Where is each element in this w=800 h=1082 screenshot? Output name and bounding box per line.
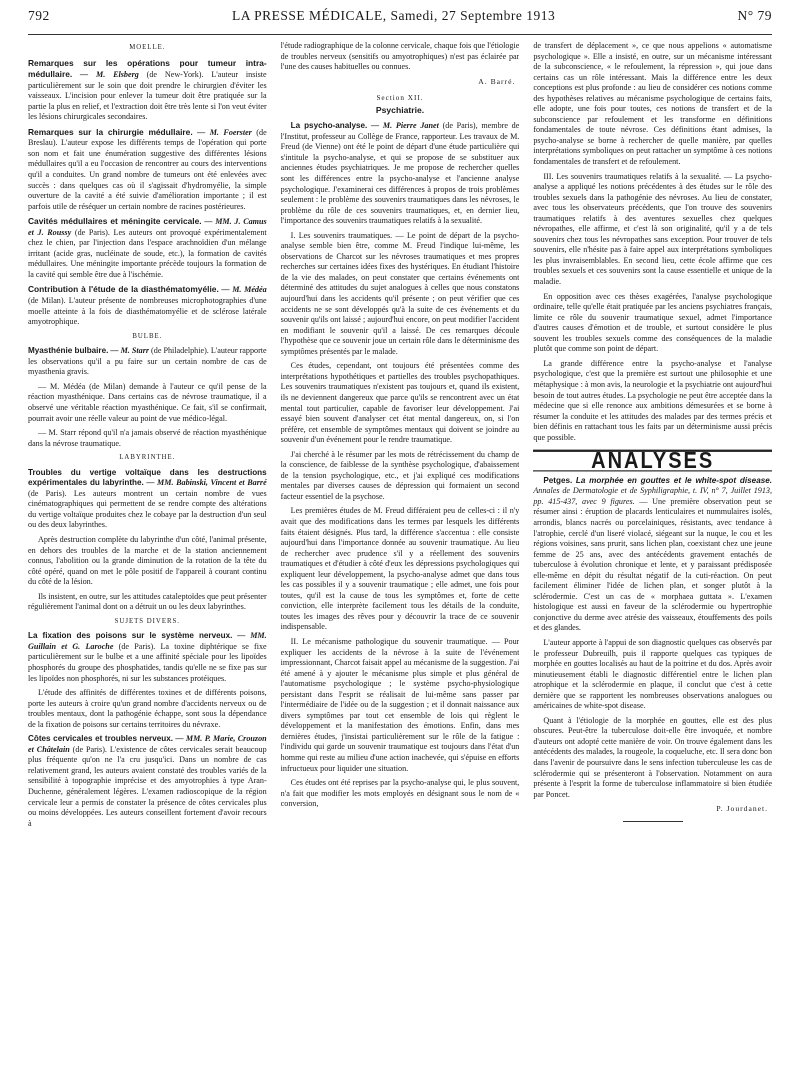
entry-petges [533,476,772,634]
entry-starr [28,346,267,378]
entry-text: (de Paris), membre de l'Institut, professeur au Collège de France, rapporteur. Les travaux de M. Freud (de Vienne) ont été le point de départ d'une étude particulière qui s'intitule la psycho-analyse, et qui se propose de se substituer aux anciennes études psychiatriques. Je me propose de rechercher quelles sont les différences entre la psycho-analyse et l'ancienne analyse psychologique. J'examinerai ces différences à propos de trois problèmes seulement : le problème des souvenirs traumatiques dans les névroses, le problème du rôle de ces souvenirs traumatiques, et, en dernier lieu, l'importance des souvenirs traumatiques relatifs à la sexualité. [280,121,520,226]
entry-text: (de Milan). L'auteur présente de nombreuses microphotographies d'une moelle atteinte à la fois de diasthématomyélie et de sclérose latérale amyotrophique. [28,296,267,327]
paragraph: Ces études, cependant, ont toujours été présentées comme des interprétations hypothétiques et partielles des troubles psychopathiques. Les souvenirs traumatiques n'existent pas toujours et, quand ils existent, ils ne deviennent dangereux que parce qu'ils se rencontrent avec un état mental tout particulier, capable de favoriser leur développement. J'ai essayé bien souvent d'analyser cet état mental dangereux, on, si l'on préfère, cet ensemble de symptômes mentaux qui doivent se joindre au souvenir d'un événement pour le rendre traumatique. [280,361,520,445]
entry-authors: — MM. Babinski, Vincent et Barré [146,478,267,488]
entry-text: — Une première observation peut se résumer ainsi : éruption de placards lenticulaires et nummulaires isolés, arrondis, blancs nacrés ou porcelainiques, résistants, avec tendance à l'atrophie, cerclé d'un liseré violacé, siégeant sur la nuque, le cou et les régions voisines, sans prurit, sans lichen plan, coexistant chez une jeune femme de 25 ans, avec des antécédents gravement entachés de tuberculose à évolution chronique et lente, et y paraissant prédisposée elle-même en dépit du résultat négatif de la cuti-réaction. On peut facilement éliminer l'idée de lichen plan, et songer plutôt à la sclérodermie. C'est un cas de « morphaea guttata ». L'examen histologique est aussi en faveur de la sclérodermie ou hypertrophie conjonctive du derme avec atrésie des vaisseaux, étouffements des poils et des glandes. [533,496,773,633]
paragraph: l'étude radiographique de la colonne cervicale, chaque fois que l'étiologie de troubles nerveux (sensitifs ou amyotrophiques) n'est pas éclairée par l'une des causes habituelles ou connues. [280,41,520,72]
entry-authors: — MM. J. Camus et J. Roussy [28,217,267,237]
entry-authors: — M. Starr [110,346,150,356]
paragraph: II. Le mécanisme pathologique du souvenir traumatique. — Pour expliquer les accidents de la névrose à la suite de l'événement impressionnant, Charcot faisait appel au mécanisme de la suggestion. J'ai été amené à y ajouter le mécanisme plus simple et plus général de l'automatisme psychologique ; le système psycho-physiologique persistant dans l'esprit se réalisait de lui-même sans passer par l'intermédiaire de l'idée ou de la suggestion ; et il donnait naissance aux divers symptômes par tout cet ensemble de lois qui règlent le développement et la manifestation des émotions. Enfin, dans mes dernières études, j'insistai particulièrement sur le rôle de la fatigue : l'individu qui garde un souvenir traumatique est toujours dans l'état d'un homme qui reste au milieu d'une action inachevée, qui s'épuise en efforts infructueux pour liquider une situation. [280,636,520,773]
paragraph: La grande différence entre la psycho-analyse et l'analyse psychologique, c'est que la première est surtout une philosophie et une métaphysique : à mon avis, la neurologie et la psychiatrie ont aujourd'hui besoin de tout autres études. La psychologie ne peut être acceptée dans la médecine que si elle renonce aux ambitions démesurées et se borne à résumer la conduite et les attitudes des malades par des termes précis et bien définis en rattachant tous les faits par un déterminisme aussi précis que possible. [533,358,773,442]
entry-title: Myasthénie bulbaire. [28,346,109,356]
end-rule [623,821,683,822]
entry-authors: — M. Foerster [197,127,252,137]
paragraph: Ils insistent, en outre, sur les attitudes cataleptoïdes que peut présenter régulièrement l'animal dont on a détruit un ou les deux labyrinthes. [28,591,267,612]
rubric-bulbe: BULBE. [132,332,163,340]
entry-author: Petges. [543,475,573,485]
rubric-moelle: MOELLE. [129,44,166,51]
analyses-heading: ANALYSES [533,450,772,471]
entry-title: La morphée en gouttes et le white-spot disease. [575,475,773,485]
entry-text: (de Paris). Les auteurs montrent un certain nombre de vues cinématographiques qui permettent de se rendre compte des altérations du vertige voltaïque produites chez le cobaye par la destruction d'un seul ou des deux labyrinthes. [28,488,267,530]
entry-camus-roussy [28,216,267,280]
paragraph: de transfert de déplacement », ce que nous appelions « automatisme psychologique ». Elle a insisté, en outre, sur un mécanisme intéressant de la subconscience, « le refoulement, la répression », qui joue dans certains cas un rôle intéressant. Mais la différence entre les deux conceptions est plus profonde : au lieu de considérer ces notions comme des hypothèses relatives au mécanisme psychologique de certains faits, elle adopte, une fois pour toutes, ces notions de transfert et de la subconscience par refoulement et les transforme en définitions fondamentales de toute névrose. Ces définitions étant admises, la psycho-analyse se borne à rechercher de quelle manière, par quelles interprétations symboliques on peut rattacher un symptôme à ces notions fondamentales de transfert et de refoulement. [533,41,773,167]
entry-authors: — M. Elsberg [80,70,139,80]
entry-authors: — MM. P. Marie, Crouzon et Châtelain [28,734,267,754]
entry-authors: — M. Pierre Janet [371,121,439,131]
paragraph: III. Les souvenirs traumatiques relatifs à la sexualité. — La psycho-analyse a appliqué les notions précédentes à des études sur le rôle des troubles sexuels dans la pathogénie des névroses. Au lieu de constater, avec tous les observateurs précédents, que l'on trouve des souvenirs traumatiques relatifs à des aventures sexuelles chez quelques névropathes, elle affirme, et c'est là son originalité, qu'il y a de tels souvenirs chez tous les névropathes sans exception. Pour trouver de tels souvenirs, elle n'hésite pas à faire appel aux interprétations symboliques les plus invraisemblables. En second lieu, cette école affirme que ces troubles sexuels et ces souvenirs sont la cause essentielle et unique de la maladie. [533,171,773,287]
column-right [533,41,772,1081]
entry-title: Remarques sur la chirurgie médullaire. [28,126,193,137]
paragraph: Après destruction complète du labyrinthe d'un côté, l'animal présente, en dehors des troubles de la marche et de la station anciennement connus, l'abolition ou la grande diminution de la rotation de la tête du côté opéré, quand on met le pôle positif de l'appareil à courant continu du côté de la lésion. [28,534,267,587]
signature: P. Jourdanet. [716,804,769,814]
page-header [28,0,772,35]
entry-text: (de Paris). L'existence de côtes cervicales serait beaucoup plus fréquente qu'on ne l'a cru jusqu'ici. Dans un nombre de cas relativement grand, les auteurs avaient constaté des troubles variés de la sensibilité à topographie imprécise et des amyotrophies à type Aran-Duchenne, généralement légères. L'examen radioscopique de la région cervicale leur a permis de constater la présence de côtes cervicales plus ou moins développées. Les auteurs conseillent fortement d'avoir recours à [28,744,267,828]
entry-reference: Annales de Dermatologie et de Syphiligraphie, t. IV, n° 7, Juillet 1913, pp. 415-437, avec 9 figures. [533,486,773,506]
journal-title-date: LA PRESSE MÉDICALE, Samedi, 27 Septembre 1913 [231,8,556,23]
entry-medea [28,284,267,327]
entry-babinski [28,468,267,531]
entry-title: La psycho-analyse. [290,121,368,131]
entry-elsberg [28,58,267,123]
paragraph: L'étude des affinités de différentes toxines et de différents poisons, porte les auteurs à croire qu'un grand nombre d'accidents nerveux ou de troubles mentaux, dont la pathogénie échappe, sont sous la dépendance de la fixation de poisons sur certains territoires du névraxe. [28,688,267,729]
paragraph: I. Les souvenirs traumatiques. — Le point de départ de la psycho-analyse semble bien être, comme M. Freud l'indique lui-même, les observations de Charcot sur les névroses traumatiques et mes propres recherches sur certaines idées fixes des hystériques. En étudiant l'histoire de la vie des malades, on peut constater que certains événements ont déterminé des attitudes du sujet analogues à celles que nous constatons aujourd'hui dans les accidents qu'il présente ; on peut vérifier que ces accidents ne se sont développés qu'à la suite de ces événements et du souvenir qu'ils ont laissé ; aujourd'hui encore, on peut modifier l'accident en modifiant le souvenir qu'il a laissé. De ces remarques découle l'hypothèse que ce souvenir joue un certain rôle dans le déterminisme des symptômes présentés par le malade. [280,230,520,356]
paragraph: Quant à l'étiologie de la morphée en gouttes, elle est des plus obscures. Peut-être la tuberculose doit-elle être invoquée, et nombre d'auteurs ont adopté cette manière de voir. On trouve également dans les antécédents des malades, la rougeole, la coqueluche, etc. Il sera donc bon dans l'avenir de poursuivre dans le sens infection tuberculeuse les cas de sclérodermie qui se présenteront à l'observation. Notamment on aura présente à l'esprit la forme de tuberculose inflammatoire si bien étudiée par Poncet. [533,715,773,799]
entry-title: Troubles du vertige voltaïque dans les destructions expérimentales du labyrinthe. [28,467,267,488]
entry-authors: — MM. Guillain et G. Laroche [28,631,267,651]
entry-title: Remarques sur les opérations pour tumeur intra-médullaire. [28,57,267,80]
entry-authors: — M. Médéa [221,285,267,295]
paragraph: Les premières études de M. Freud différaient peu de celles-ci : il n'y avait que des modifications dans les termes par lesquels les différents faits étaient désignés. Plus tard, la différence s'accentua : elle consiste aujourd'hui dans l'importance donnée au souvenir traumatique. Au lieu de rechercher avec prudence s'il y a réellement des souvenirs traumatiques et d'étudier à côté d'eux les dépressions psychologiques qui expliquent leur développement, la psycho-analyse admet que dans tous les cas possibles il y a souvenir traumatique ; elle admet, une fois pour toutes, qu'il est la cause de tous les symptômes et, forte de cette conviction, elle interprète facilement tous les détails de la conduite, toutes les images des rêves pour y découvrir la trace de ce souvenir indispensable. [280,506,520,632]
entry-text: (de Paris). La toxine diphtérique se fixe particulièrement sur le bulbe et a une affinité spéciale pour les lipoïdes phosphorés du groupe des phosphatides, tandis qu'elle ne se fixe pas sur les lipoïdes non phosphorés, ni sur les substances protéiques. [28,641,267,683]
issue-number: N° 79 [737,8,772,23]
entry-text: (de New-York). L'auteur insiste particulièrement sur le soin que doit prendre le chirurgien d'éviter les vaisseaux. L'incision pour enlever la tumeur doit être pratiquée sur la partie la plus en relief, et l'extraction doit être très lente si l'on veut éviter les lésions chirurgicales secondaires. [28,70,267,122]
entry-title: Côtes cervicales et troubles nerveux. [28,734,173,744]
paragraph: Ces études ont été reprises par la psycho-analyse qui, le plus souvent, n'a fait que modifier les mots employés en désignant sous le nom de « conversion, [280,778,520,809]
paragraph: — M. Médéa (de Milan) demande à l'auteur ce qu'il pense de la réaction myasthénique. Dans certains cas de névrose traumatique, il a observé une véritable réaction myasthénique. Ce fait, s'il se confirmait, pourrait avoir une réelle valeur au point de vue médico-légal. [28,381,267,423]
column-left [28,41,267,1081]
column-middle [281,41,520,1081]
rubric-labyrinthe: LABYRINTHE. [119,454,176,462]
page-number: 792 [28,8,50,23]
entry-text: (de Paris). Les auteurs ont provoqué expérimentalement chez le chien, par l'injection dans l'espace arachnoïdien d'un mélange irritant (acide gras, nucléinate de soude, etc.), la formation de cavités médullaires. Une méningite importante précède toujours la formation de la cavité qui semble être due à l'ischémie. [28,227,267,279]
paragraph: En opposition avec ces thèses exagérées, l'analyse psychologique ordinaire, telle qu'elle était pratiquée par les anciens psychiatres français, limite ce rôle du souvenir traumatique sexuel, admet l'importance d'autres causes d'émotion et de trouble, et surtout considère le plus souvent les troubles sexuels comme des conséquences de la maladie plutôt que comme son point de départ. [533,291,773,354]
entry-janet [281,121,520,226]
signature: A. Barré. [478,76,516,86]
rubric-sujets-divers: SUJETS DIVERS. [114,617,181,625]
entry-title: Cavités médullaires et méningite cervicale. [28,216,202,227]
paragraph: J'ai cherché à le résumer par les mots de rétrécissement du champ de la conscience, de faiblesse de la synthèse psychologique, d'abaissement de la tension psychologique, etc., et j'ai expliqué ces modifications mentales par diverses causes de dépression qui formaient un second facteur essentiel de la psychose. [280,449,520,501]
paragraph: L'auteur apporte à l'appui de son diagnostic quelques cas observés par le professeur Dubreuilh, puis il rapporte quelques cas typiques de morphée en gouttes localisés au haut de la poitrine et du dos. Après avoir minutieusement établi le diagnostic différentiel entre le lichen plan atrophique et la sclérodermie en plaque, il conclut que c'est à cette dernière que se rapportent les nombreuses observations analogues ou américaines de white-spot disease. [533,637,773,711]
section-number: Section XII. [376,94,424,103]
section-title: Psychiatrie. [375,104,425,115]
entry-marie-crouzon [28,734,267,829]
entry-title: Contribution à l'étude de la diasthématomyélie. [28,284,219,295]
entry-title: La fixation des poisons sur le système nerveux. [28,631,233,641]
entry-guillain-laroche [28,631,267,684]
paragraph: — M. Starr répond qu'il n'a jamais observé de réaction myasthénique dans la névrose traumatique. [28,428,267,448]
entry-text: (de Breslau). L'auteur expose les différents temps de l'opération qui porte son nom et fait une énumération suggestive des différentes lésions médullaires qu'il a eu l'occasion de rencontrer au cours des interventions qu'il a conduites. Un grand nombre de tumeurs ont été enlevées avec succès : dans quelques cas où il s'agissait d'hydromyélie, la simple ouverture de la cavité a été suivie d'amélioration importante ; il est parfois utile de réséquer un certain nombre de racines postérieures. [28,127,267,211]
entry-text: (de Philadelphie). L'auteur rapporte les observations qu'il a pu faire sur un certain nombre de cas de myasthenia gravis. [28,346,267,377]
entry-foerster [28,127,267,212]
